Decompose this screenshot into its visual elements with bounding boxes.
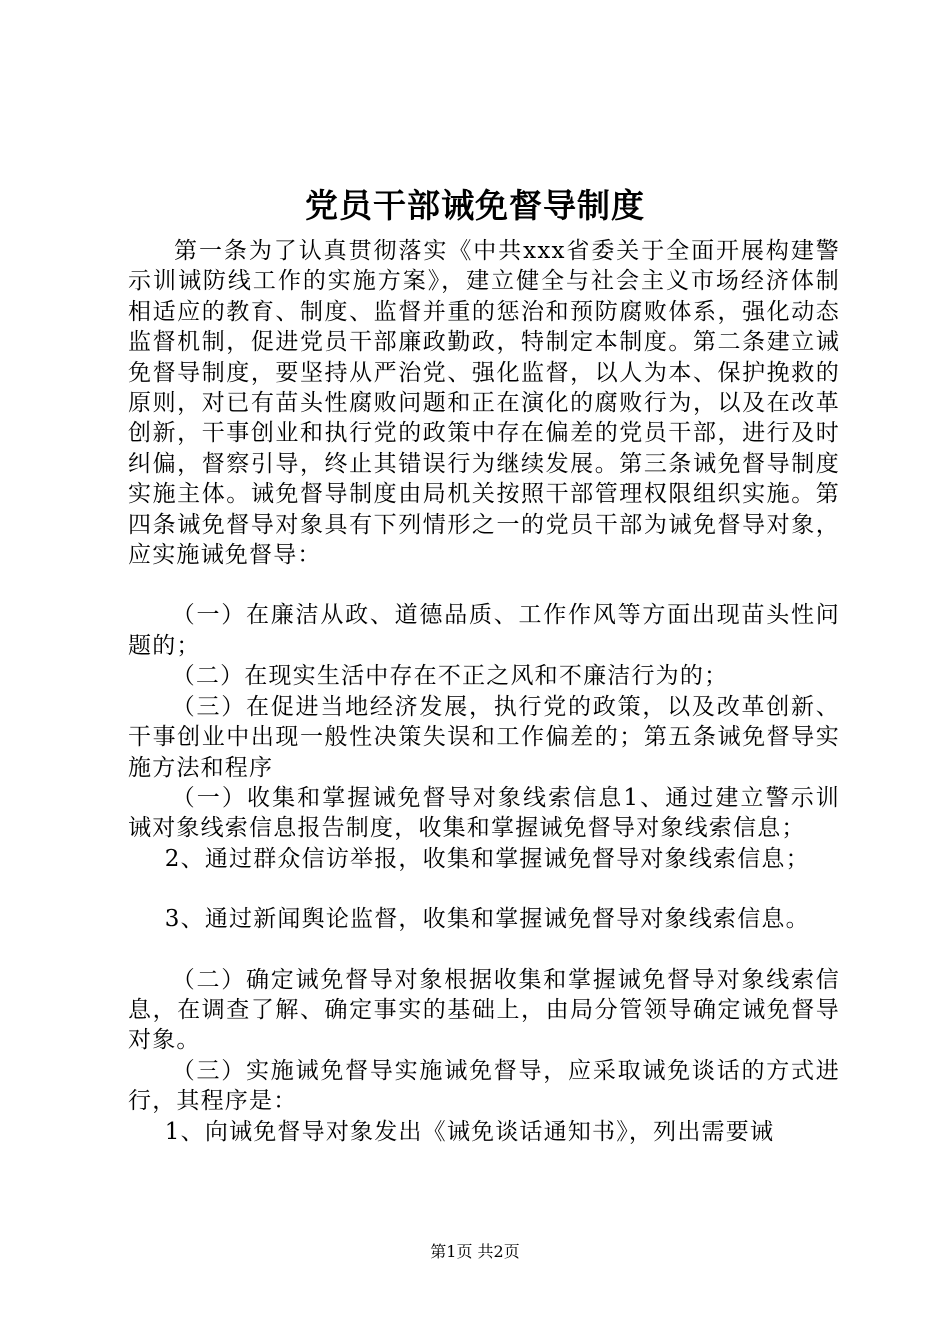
page-title: 党员干部诫免督导制度 (305, 186, 645, 225)
paragraph-notice: 1、向诫免督导对象发出《诫免谈话通知书》，列出需要诫 (164, 1118, 775, 1145)
paragraph-item-2: （二）在现实生活中存在不正之风和不廉洁行为的； (171, 663, 729, 690)
paragraph-gap (128, 874, 840, 904)
document-body (128, 236, 840, 1147)
paragraph-item-1: （一）在廉洁从政、道德品质、工作作风等方面出现苗头性问题的； (128, 602, 840, 659)
paragraph-implement: （三）实施诫免督导实施诫免督导，应采取诫免谈话的方式进行，其程序是： (128, 1057, 840, 1115)
paragraph-collect-info: （一）收集和掌握诫免督导对象线索信息1、通过建立警示训诫对象线索信息报告制度，收集和掌握诫免督导对象线索信息； (128, 784, 840, 842)
paragraph-media: 3、通过新闻舆论监督，收集和掌握诫免督导对象线索信息。 (164, 906, 810, 933)
page-number: 第1页 共2页 (430, 1242, 520, 1261)
paragraph-intro: 第一条为了认真贯彻落实《中共xxx省委关于全面开展构建警示训诫防线工作的实施方案》，建立健全与社会主义市场经济体制相适应的教育、制度、监督并重的惩治和预防腐败体系，强化动态监督机制，促进党员干部廉政勤政，特制定本制度。第二条建立诫免督导制度，要坚持从严治党、强化监督，以人为本、保护挽救的原则，对已有苗头性腐败问题和正在演化的腐败行为，以及在改革创新，干事创业和执行党的政策中存在偏差的党员干部，进行及时纠偏，督察引导，终止其错误行为继续发展。第三条诫免督导制度实施主体。诫免督导制度由局机关按照干部管理权限组织实施。第四条诫免督导对象具有下列情形之一的党员干部为诫免督导对象，应实施诫免督导： (128, 238, 840, 569)
paragraph-item-3: （三）在促进当地经济发展，执行党的政策，以及改革创新、干事创业中出现一般性决策失误和工作偏差的；第五条诫免督导实施方法和程序 (128, 693, 840, 781)
paragraph-gap (128, 935, 840, 965)
paragraph-determine-target: （二）确定诫免督导对象根据收集和掌握诫免督导对象线索信息，在调查了解、确定事实的基础上，由局分管领导确定诫免督导对象。 (128, 966, 840, 1054)
paragraph-gap (128, 570, 840, 600)
paragraph-petition: 2、通过群众信访举报，收集和掌握诫免督导对象线索信息； (164, 845, 810, 872)
